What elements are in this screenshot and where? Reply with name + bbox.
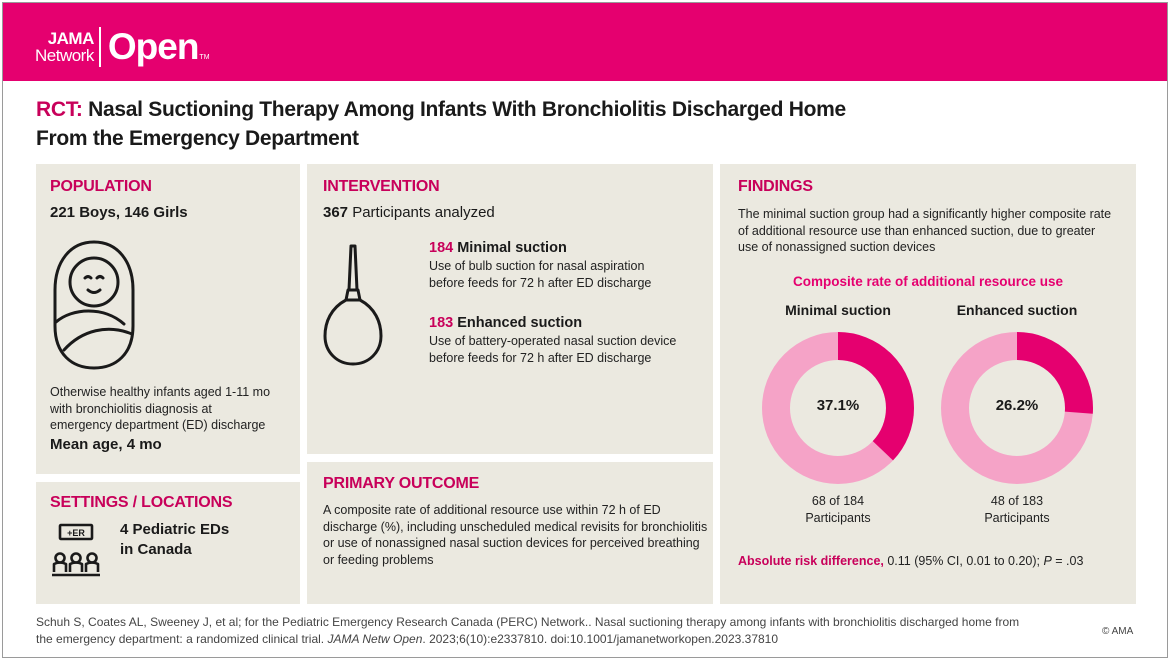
citation-journal: JAMA Netw Open	[327, 632, 423, 646]
citation-line2-a: the emergency department: a randomized clinical trial.	[36, 632, 328, 646]
count-minimal-line1: 68 of 184	[811, 494, 865, 508]
donut-value-enhanced: 26.2%	[995, 397, 1039, 414]
arm-desc-line: Use of battery-operated nasal suction device	[429, 334, 677, 348]
intervention-panel	[307, 164, 713, 454]
page-title	[36, 95, 936, 153]
swaddled-infant-icon	[52, 238, 136, 372]
absolute-risk-difference	[738, 554, 1083, 568]
population-desc-line: emergency department (ED) discharge	[50, 418, 266, 432]
arm-minimal	[429, 240, 651, 291]
settings-line2: in Canada	[120, 541, 192, 558]
participant-count-label: Participants analyzed	[348, 204, 495, 221]
logo-trademark: TM	[199, 54, 210, 61]
population-desc-line: with bronchiolitis diagnosis at	[50, 401, 212, 416]
findings-heading: FINDINGS	[738, 178, 813, 195]
jama-network-open-logo	[35, 25, 210, 69]
donut-value-minimal: 37.1%	[816, 397, 860, 414]
logo-network: Network	[35, 46, 94, 65]
arm-desc-line: Use of bulb suction for nasal aspiration	[429, 259, 645, 273]
p-value: = .03	[1051, 554, 1084, 568]
arm-minimal-name: Minimal suction	[453, 240, 567, 256]
arm-minimal-title	[429, 240, 651, 256]
citation-line2	[36, 631, 1036, 648]
outcome-heading: PRIMARY OUTCOME	[323, 475, 480, 492]
citation	[36, 614, 1036, 648]
title-line1: Nasal Suctioning Therapy Among Infants With Bronchiolitis Discharged Home	[88, 98, 846, 121]
group-label-minimal: Minimal suction	[785, 302, 891, 318]
arm-enhanced-desc	[429, 333, 676, 366]
arm-enhanced-title	[429, 315, 676, 331]
er-waiting-room-icon	[50, 522, 102, 578]
ard-value: 0.11 (95% CI, 0.01 to 0.20);	[883, 554, 1044, 568]
intervention-count	[323, 204, 495, 221]
intervention-heading: INTERVENTION	[323, 178, 440, 195]
settings-panel	[36, 482, 300, 604]
logo-open: Open	[107, 26, 199, 67]
population-mean-age: Mean age, 4 mo	[50, 436, 162, 453]
citation-line1: Schuh S, Coates AL, Sweeney J, et al; for the Pediatric Emergency Research Canada (PERC) Network.. Nasal suctioning therapy among infants with bronchiolitis discharged home from	[36, 615, 1020, 629]
arm-enhanced-n: 183	[429, 315, 454, 331]
findings-line: The minimal suction group had a significantly higher composite rate	[738, 207, 1112, 221]
arm-enhanced	[429, 315, 676, 366]
outcome-line: discharge (%), including unscheduled medical revisits for bronchiolitis	[323, 519, 708, 534]
outcome-description	[323, 502, 707, 568]
ard-label: Absolute risk difference,	[738, 554, 884, 568]
arm-desc-line: before feeds for 72 h after ED discharge	[429, 350, 652, 365]
arm-desc-line: before feeds for 72 h after ED discharge	[429, 275, 652, 290]
chart-title: Composite rate of additional resource use	[792, 274, 1064, 289]
count-enhanced	[939, 493, 1095, 527]
population-counts: 221 Boys, 146 Girls	[50, 204, 188, 221]
logo-jama: JAMA	[47, 29, 94, 48]
outcome-line: A composite rate of additional resource use within 72 h of ED	[323, 503, 661, 517]
findings-summary	[738, 206, 1111, 256]
population-heading: POPULATION	[50, 178, 152, 195]
outcome-line: or feeding problems	[323, 552, 434, 567]
bulb-syringe-icon	[321, 240, 385, 368]
settings-heading: SETTINGS / LOCATIONS	[50, 494, 233, 511]
group-label-enhanced: Enhanced suction	[956, 302, 1078, 318]
participant-count: 367	[323, 204, 349, 221]
header-banner	[3, 3, 1167, 81]
title-prefix: RCT:	[36, 98, 83, 121]
findings-line: use of nonassigned suction devices	[738, 240, 936, 254]
count-enhanced-line2: Participants	[984, 511, 1050, 525]
title-line2: From the Emergency Department	[36, 127, 359, 150]
population-panel	[36, 164, 300, 474]
findings-line: of additional resource use than enhanced suction, due to greater	[738, 223, 1096, 238]
er-sign-text: +ER	[67, 528, 85, 538]
arm-minimal-n: 184	[429, 240, 454, 256]
arm-enhanced-name: Enhanced suction	[453, 315, 583, 331]
primary-outcome-panel	[307, 462, 713, 604]
population-desc-line: Otherwise healthy infants aged 1-11 mo	[50, 385, 271, 399]
settings-location	[120, 520, 229, 560]
logo-divider	[99, 27, 101, 67]
p-label: P	[1043, 554, 1052, 568]
count-minimal-line2: Participants	[805, 511, 871, 525]
outcome-line: or use of nonassigned nasal suction devices for perceived breathing	[323, 536, 700, 550]
arm-minimal-desc	[429, 258, 651, 291]
count-enhanced-line1: 48 of 183	[990, 494, 1044, 508]
citation-line2-b: . 2023;6(10):e2337810. doi:10.1001/jamanetworkopen.2023.37810	[422, 632, 779, 646]
copyright: © AMA	[1102, 626, 1134, 637]
population-description	[50, 384, 270, 434]
findings-panel	[720, 164, 1136, 604]
count-minimal	[760, 493, 916, 527]
settings-line1: 4 Pediatric EDs	[120, 521, 230, 538]
